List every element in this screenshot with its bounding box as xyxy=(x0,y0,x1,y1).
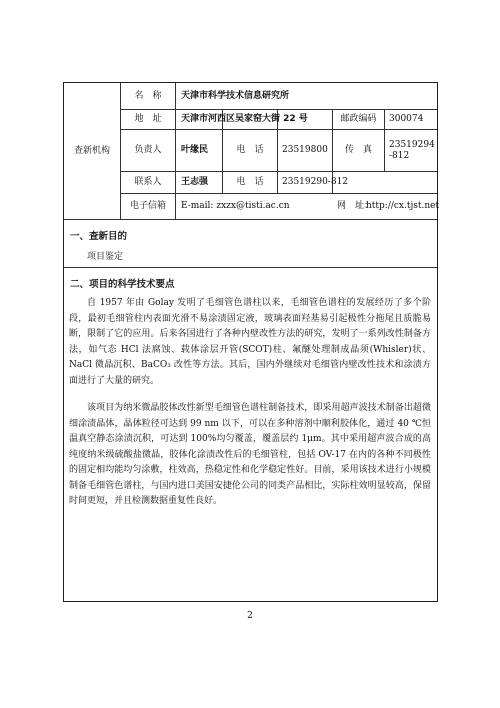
web-value: http://cx.tjst.net xyxy=(366,201,440,211)
page-number: 2 xyxy=(247,611,253,621)
section2-paragraph-2: 该项目为纳米微晶胶体改性新型毛细管色谱柱制备技术，即采用超声波技术制备出超微细涂渍晶体，晶体粒径可达到 99 nm 以下，可以在多种溶剂中顺利胶体化，通过 40 ℃恒温真空静态涂渍沉积，可达到 100%均匀覆盖，覆盖层约 1μm。其中采用超声波合成的高纯度纳米级硫酸盐微晶，胶体化涂渍改性后的毛细管柱，包括 OV-17 在内的各种不同极性的固定相均能均匀涂敷，柱效高，热稳定性和化学稳定性好。目前，采用该技术进行小规模制备毛细管色谱柱，与国内进口美国安捷伦公司的同类产品相比，实际柱效明显较高，保留时间更短，并且检测数据重复性良好。 xyxy=(69,403,431,506)
section2-heading: 二、项目的科学技术要点 xyxy=(70,279,175,290)
address-label: 地 址 xyxy=(134,114,162,124)
web-label: 网 址： xyxy=(337,201,374,211)
section1-content: 项目鉴定 xyxy=(87,252,124,262)
org-name: 天津市科学技术信息研究所 xyxy=(181,90,290,101)
contact-value: 王志强 xyxy=(181,177,209,187)
owner-phone-value: 23519800 xyxy=(282,145,328,155)
fax-label: 传 真 xyxy=(344,145,372,155)
contact-label: 联系人 xyxy=(134,177,162,187)
document-frame xyxy=(63,82,438,602)
contact-phone-value: 23519290-812 xyxy=(282,177,349,187)
contact-phone-label: 电 话 xyxy=(236,177,264,187)
name-label: 名 称 xyxy=(134,90,162,101)
owner-label: 负责人 xyxy=(134,145,162,155)
email-label: 电子信箱 xyxy=(129,201,166,211)
section2-paragraph-1: 自 1957 年由 Golay 发明了毛细管色谱柱以来，毛细管色谱柱的发展经历了多个阶段，最初毛细管柱内表面光滑不易涂渍固定液，玻璃表面羟基易引起极性分拖尾且质脆易断，限制了它的应用。后来各国进行了各种内壁改性方法的研究，发明了一系列改性制备方法，如气态 HCl 法腐蚀、载体涂层开管(SCOT)柱、氟醚处理制成晶须(Whisler)状、NaCl 微晶沉积、BaCO₃ 改性等方法。其后，国内外继续对毛细管内壁改性技术和涂渍方面进行了大量的研究。 xyxy=(69,298,431,386)
org-side-label: 查新机构 xyxy=(73,145,110,156)
email-value: E-mail: zxzx@tisti.ac.cn xyxy=(181,201,290,211)
zip-value: 300074 xyxy=(389,114,424,124)
owner-value: 叶缘民 xyxy=(181,145,209,155)
section1-heading: 一、查新目的 xyxy=(70,231,128,242)
org-info-table xyxy=(64,83,440,219)
address-value: 天津市河西区吴家窑大街 22 号 xyxy=(181,114,308,124)
zip-label: 邮政编码 xyxy=(340,114,377,124)
owner-phone-label: 电 话 xyxy=(236,145,264,155)
fax-value: 23519294-812 xyxy=(389,139,435,161)
